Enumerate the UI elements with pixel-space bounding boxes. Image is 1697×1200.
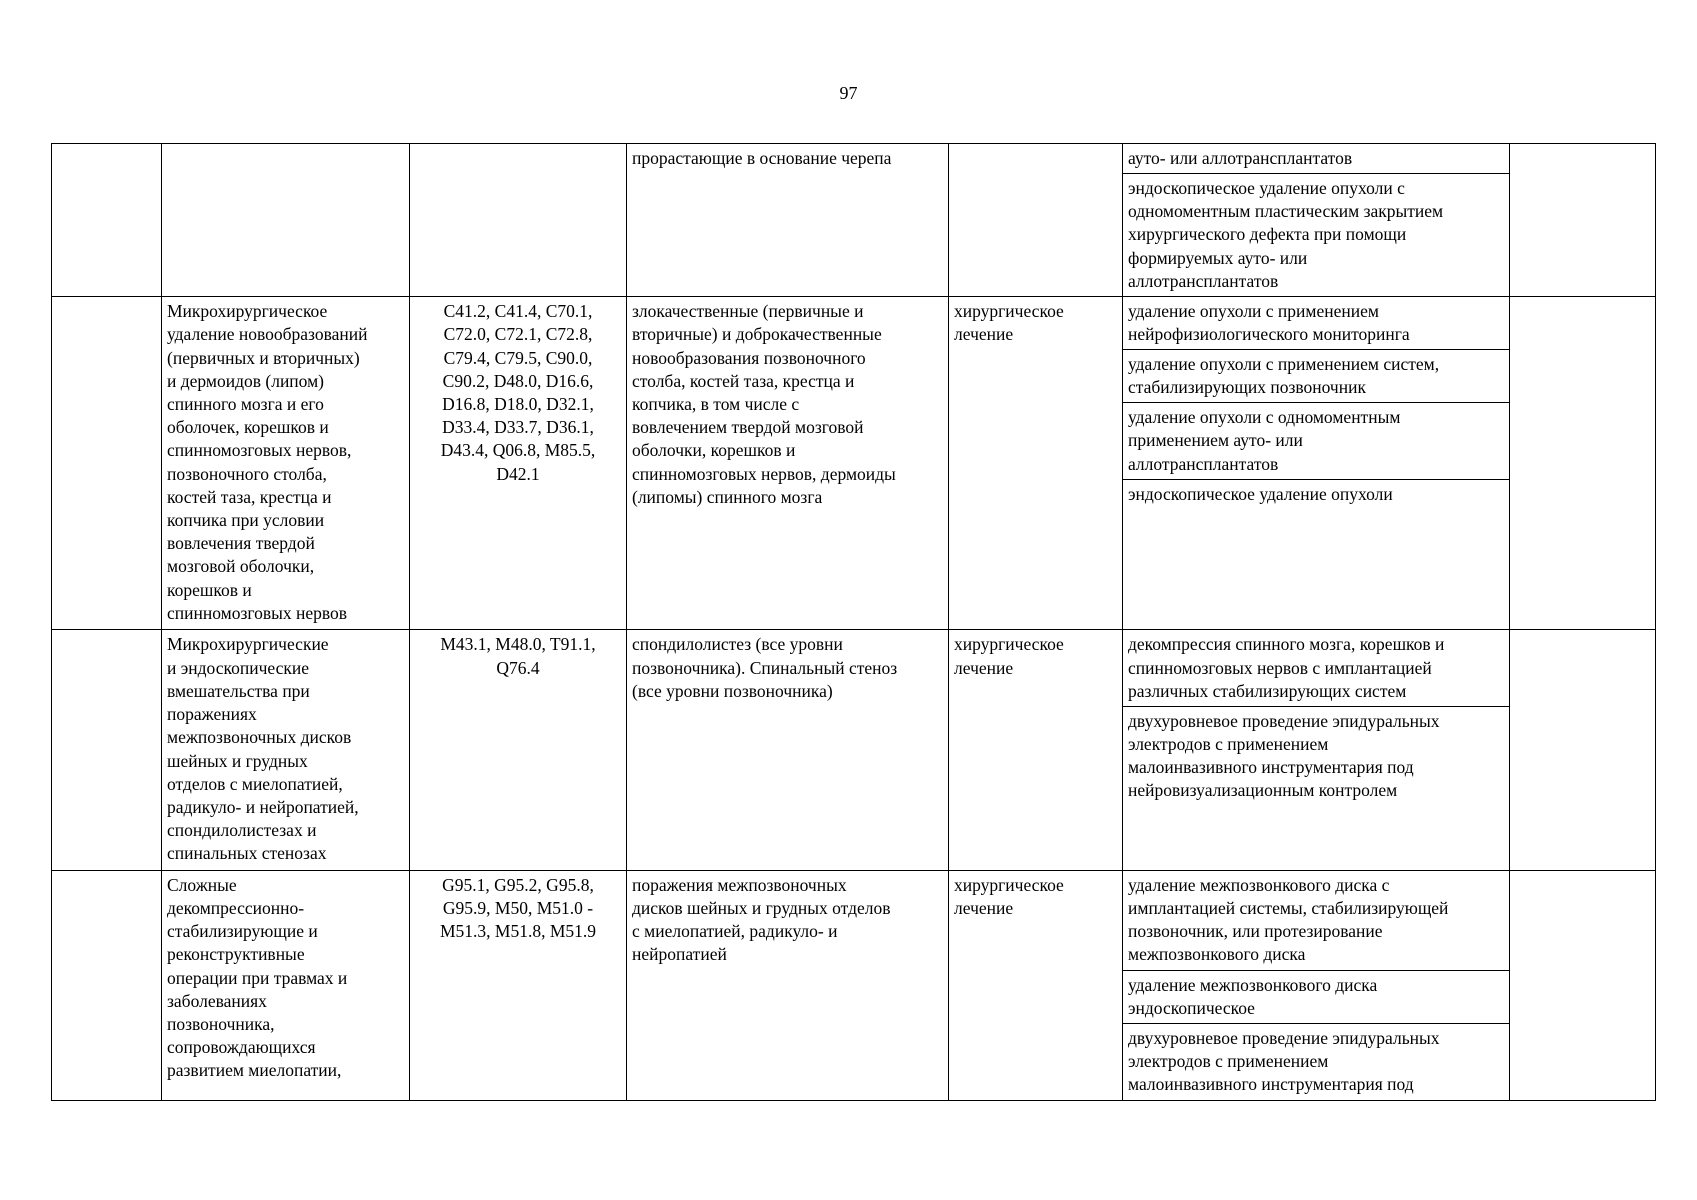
treatment-type-cell: хирургическое лечение bbox=[949, 870, 1123, 1100]
cost-cell bbox=[1510, 144, 1656, 297]
service-name-cell: Микрохирургическое удаление новообразований (первичных и вторичных) и дермоидов (липом) спинного мозга и его оболочек, корешков и спинномозговых нервов, позвоночного столба, костей таза, крестца и копчика при условии вовлечения твердой мозговой оболочки, корешков и спинномозговых нервов bbox=[162, 297, 410, 630]
patient-model-cell: спондилолистез (все уровни позвоночника). Спинальный стеноз (все уровни позвоночника) bbox=[627, 630, 949, 870]
treatment-type-cell bbox=[949, 144, 1123, 297]
treatment-method-cell: двухуровневое проведение эпидуральных электродов с применением малоинвазивного инструментария под нейровизуализационным контролем bbox=[1123, 706, 1510, 870]
service-name-cell: Сложные декомпрессионно- стабилизирующие и реконструктивные операции при травмах и заболеваниях позвоночника, сопровождающихся развитием миелопатии, bbox=[162, 870, 410, 1100]
group-number-cell bbox=[52, 144, 162, 297]
patient-model-cell: поражения межпозвоночных дисков шейных и грудных отделов с миелопатией, радикуло- и нейропатией bbox=[627, 870, 949, 1100]
patient-model-cell: прорастающие в основание черепа bbox=[627, 144, 949, 297]
table-row bbox=[52, 144, 1656, 174]
service-name-cell bbox=[162, 144, 410, 297]
treatment-method-cell: ауто- или аллотрансплантатов bbox=[1123, 144, 1510, 174]
patient-model-cell: злокачественные (первичные и вторичные) и доброкачественные новообразования позвоночного столба, костей таза, крестца и копчика, в том числе с вовлечением твердой мозговой оболочки, корешков и спинномозговых нервов, дермоиды (липомы) спинного мозга bbox=[627, 297, 949, 630]
cost-cell bbox=[1510, 870, 1656, 1100]
treatment-method-cell: двухуровневое проведение эпидуральных электродов с применением малоинвазивного инструментария под bbox=[1123, 1023, 1510, 1100]
treatment-type-cell: хирургическое лечение bbox=[949, 297, 1123, 630]
icd-codes-cell: G95.1, G95.2, G95.8, G95.9, M50, M51.0 - M51.3, M51.8, M51.9 bbox=[410, 870, 627, 1100]
page-number: 97 bbox=[839, 83, 858, 103]
group-number-cell bbox=[52, 630, 162, 870]
cost-cell bbox=[1510, 297, 1656, 630]
treatment-method-cell: эндоскопическое удаление опухоли с одномоментным пластическим закрытием хирургического дефекта при помощи формируемых ауто- или аллотрансплантатов bbox=[1123, 174, 1510, 297]
treatment-method-cell: удаление опухоли с применением систем, стабилизирующих позвоночник bbox=[1123, 350, 1510, 403]
treatment-method-cell: удаление межпозвонкового диска эндоскопическое bbox=[1123, 970, 1510, 1023]
treatment-method-cell: удаление опухоли с применением нейрофизиологического мониторинга bbox=[1123, 297, 1510, 350]
service-name-cell: Микрохирургические и эндоскопические вмешательства при поражениях межпозвоночных дисков шейных и грудных отделов с миелопатией, радикуло- и нейропатией, спондилолистезах и спинальных стенозах bbox=[162, 630, 410, 870]
table-row bbox=[52, 870, 1656, 970]
table-row bbox=[52, 297, 1656, 350]
group-number-cell bbox=[52, 870, 162, 1100]
services-table bbox=[51, 143, 1656, 1101]
icd-codes-cell: M43.1, M48.0, T91.1, Q76.4 bbox=[410, 630, 627, 870]
treatment-type-cell: хирургическое лечение bbox=[949, 630, 1123, 870]
table-row bbox=[52, 630, 1656, 706]
treatment-method-cell: удаление опухоли с одномоментным применением ауто- или аллотрансплантатов bbox=[1123, 403, 1510, 480]
icd-codes-cell: C41.2, C41.4, C70.1, C72.0, C72.1, C72.8, C79.4, C79.5, C90.0, C90.2, D48.0, D16.6, D16.8, D18.0, D32.1, D33.4, D33.7, D36.1, D43.4, Q06.8, M85.5, D42.1 bbox=[410, 297, 627, 630]
cost-cell bbox=[1510, 630, 1656, 870]
treatment-method-cell: удаление межпозвонкового диска с имплантацией системы, стабилизирующей позвоночник, или протезирование межпозвонкового диска bbox=[1123, 870, 1510, 970]
icd-codes-cell bbox=[410, 144, 627, 297]
group-number-cell bbox=[52, 297, 162, 630]
treatment-method-cell: эндоскопическое удаление опухоли bbox=[1123, 480, 1510, 630]
treatment-method-cell: декомпрессия спинного мозга, корешков и спинномозговых нервов с имплантацией различных стабилизирующих систем bbox=[1123, 630, 1510, 706]
